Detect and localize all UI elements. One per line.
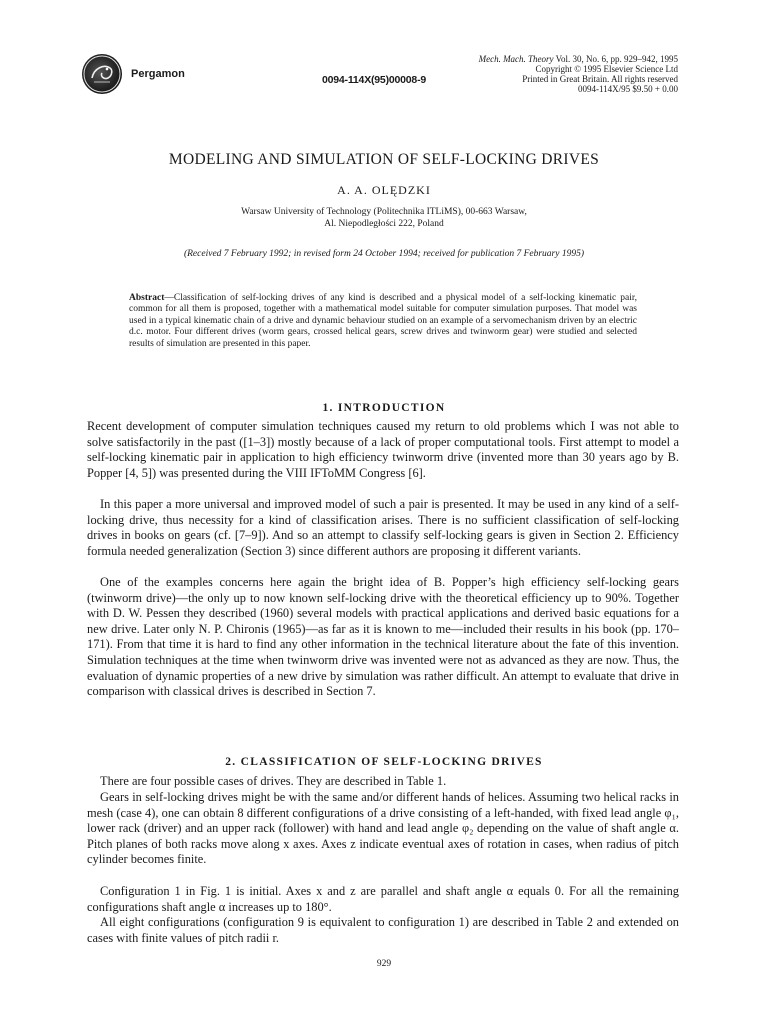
journal-citation — [479, 54, 678, 64]
doi-code: 0094-114X(95)00008-9 — [322, 74, 427, 86]
journal-info — [479, 54, 678, 94]
abstract-label: Abstract — [129, 293, 165, 303]
section-2-paragraph-4: All eight configurations (configuration 9 is equivalent to configuration 1) are described in Table 2 and extended on cases with finite values of pitch radii r. — [87, 915, 679, 945]
copyright-line: Copyright © 1995 Elsevier Science Ltd — [535, 64, 678, 74]
page-number: 929 — [376, 959, 392, 969]
journal-volume: Vol. 30, No. 6, pp. 929–942, 1995 — [553, 54, 678, 64]
price-line: 0094-114X/95 $9.50 + 0.00 — [578, 84, 678, 94]
journal-name: Mech. Mach. Theory — [478, 54, 554, 64]
affiliation-line-1: Warsaw University of Technology (Politechnika ITLiMS), 00-663 Warsaw, — [241, 207, 527, 217]
printed-line: Printed in Great Britain. All rights reserved — [522, 74, 678, 84]
affiliation-line-2: Al. Niepodległości 222, Poland — [324, 219, 444, 229]
pergamon-logo-icon — [82, 54, 122, 94]
section-2-paragraph-1: There are four possible cases of drives. They are described in Table 1. — [100, 774, 447, 788]
section-1-paragraph-3: One of the examples concerns here again the bright idea of B. Popper’s high efficiency self-locking gears (twinworm drive)—the only up to now known self-locking drive with the theoretical efficiency up to 90%. Together with D. W. Pessen they described (1960) several models with practical applications and derived basic equations for a new drive. Later only N. P. Chironis (1965)—as far as it is known to me—included their results in his book (pp. 170–171). From that time it is hard to find any other information in the technical literature about the fate of this invention. Simulation techniques at the time when twinworm drive was invented were not as advanced as they are now. Thus, the evaluation of dynamic properties of a new drive by simulation was rather difficult. An attempt to evaluate that drive in comparison with classical drives is described in Section 7. — [87, 575, 679, 699]
affiliation — [0, 206, 768, 230]
section-2-heading: 2. CLASSIFICATION OF SELF-LOCKING DRIVES — [225, 756, 543, 768]
abstract — [129, 293, 637, 350]
publisher-name: Pergamon — [131, 68, 185, 80]
abstract-text: —Classification of self-locking drives of any kind is described and a physical model of a self-locking kinematic pair, common for all them is proposed, together with a mathematical model suitable for computer simulation purposes. That model was used in a typical kinematic chain of a drive and dynamic behaviour studied on an example of a servomechanism driven by an electric d.c. motor. Four different drives (worm gears, crossed helical gears, screw drives and twinworm gear) were studied and selected results of simulation are presented in this paper. — [129, 293, 637, 349]
section-2-paragraph-3: Configuration 1 in Fig. 1 is initial. Axes x and z are parallel and shaft angle α equals 0. For all the remaining configurations shaft angle α increases up to 180°. — [87, 884, 679, 914]
section-1-paragraph-1: Recent development of computer simulation techniques caused my return to old problems which I was not able to solve satisfactorily in the past ([1–3]) mostly because of a lack of proper computational tools. First attempt to model a self-locking kinematic pair in application to high efficiency twinworm drive (invented more than 30 years ago by B. Popper [4, 5]) was presented during the VIII IFToMM Congress [6]. — [87, 419, 679, 480]
received-dates: (Received 7 February 1992; in revised form 24 October 1994; received for publication 7 February 1995) — [183, 249, 585, 259]
section-1-paragraph-2: In this paper a more universal and improved model of such a pair is presented. It may be used in any kind of a self-locking drive, thus necessity for a kind of classification arises. There is no sufficient classification of self-locking drives in books on gears (cf. [7–9]). And so an attempt to classify self-locking gears is given in Section 2. Efficiency formula needed generalization (Section 3) since different authors are proposing it different variants. — [87, 497, 679, 558]
author-name: A. A. OLĘDZKI — [337, 183, 431, 197]
paper-title: MODELING AND SIMULATION OF SELF-LOCKING DRIVES — [168, 151, 600, 168]
section-1-heading: 1. INTRODUCTION — [322, 402, 446, 414]
section-2-paragraph-2: Gears in self-locking drives might be with the same and/or different hands of helices. Assuming two helical racks in mesh (case 4), one can obtain 8 different configurations of a drive consisting of a left-handed, with fixed lead angle φ₁, lower rack (driver) and an upper rack (follower) with hand and lead angle φ₂ depending on the value of shaft angle α. Pitch planes of both racks move along x axes. Axes z indicate eventual axes of rotation in cases, when radius of pitch cylinder becomes finite. — [87, 790, 679, 867]
